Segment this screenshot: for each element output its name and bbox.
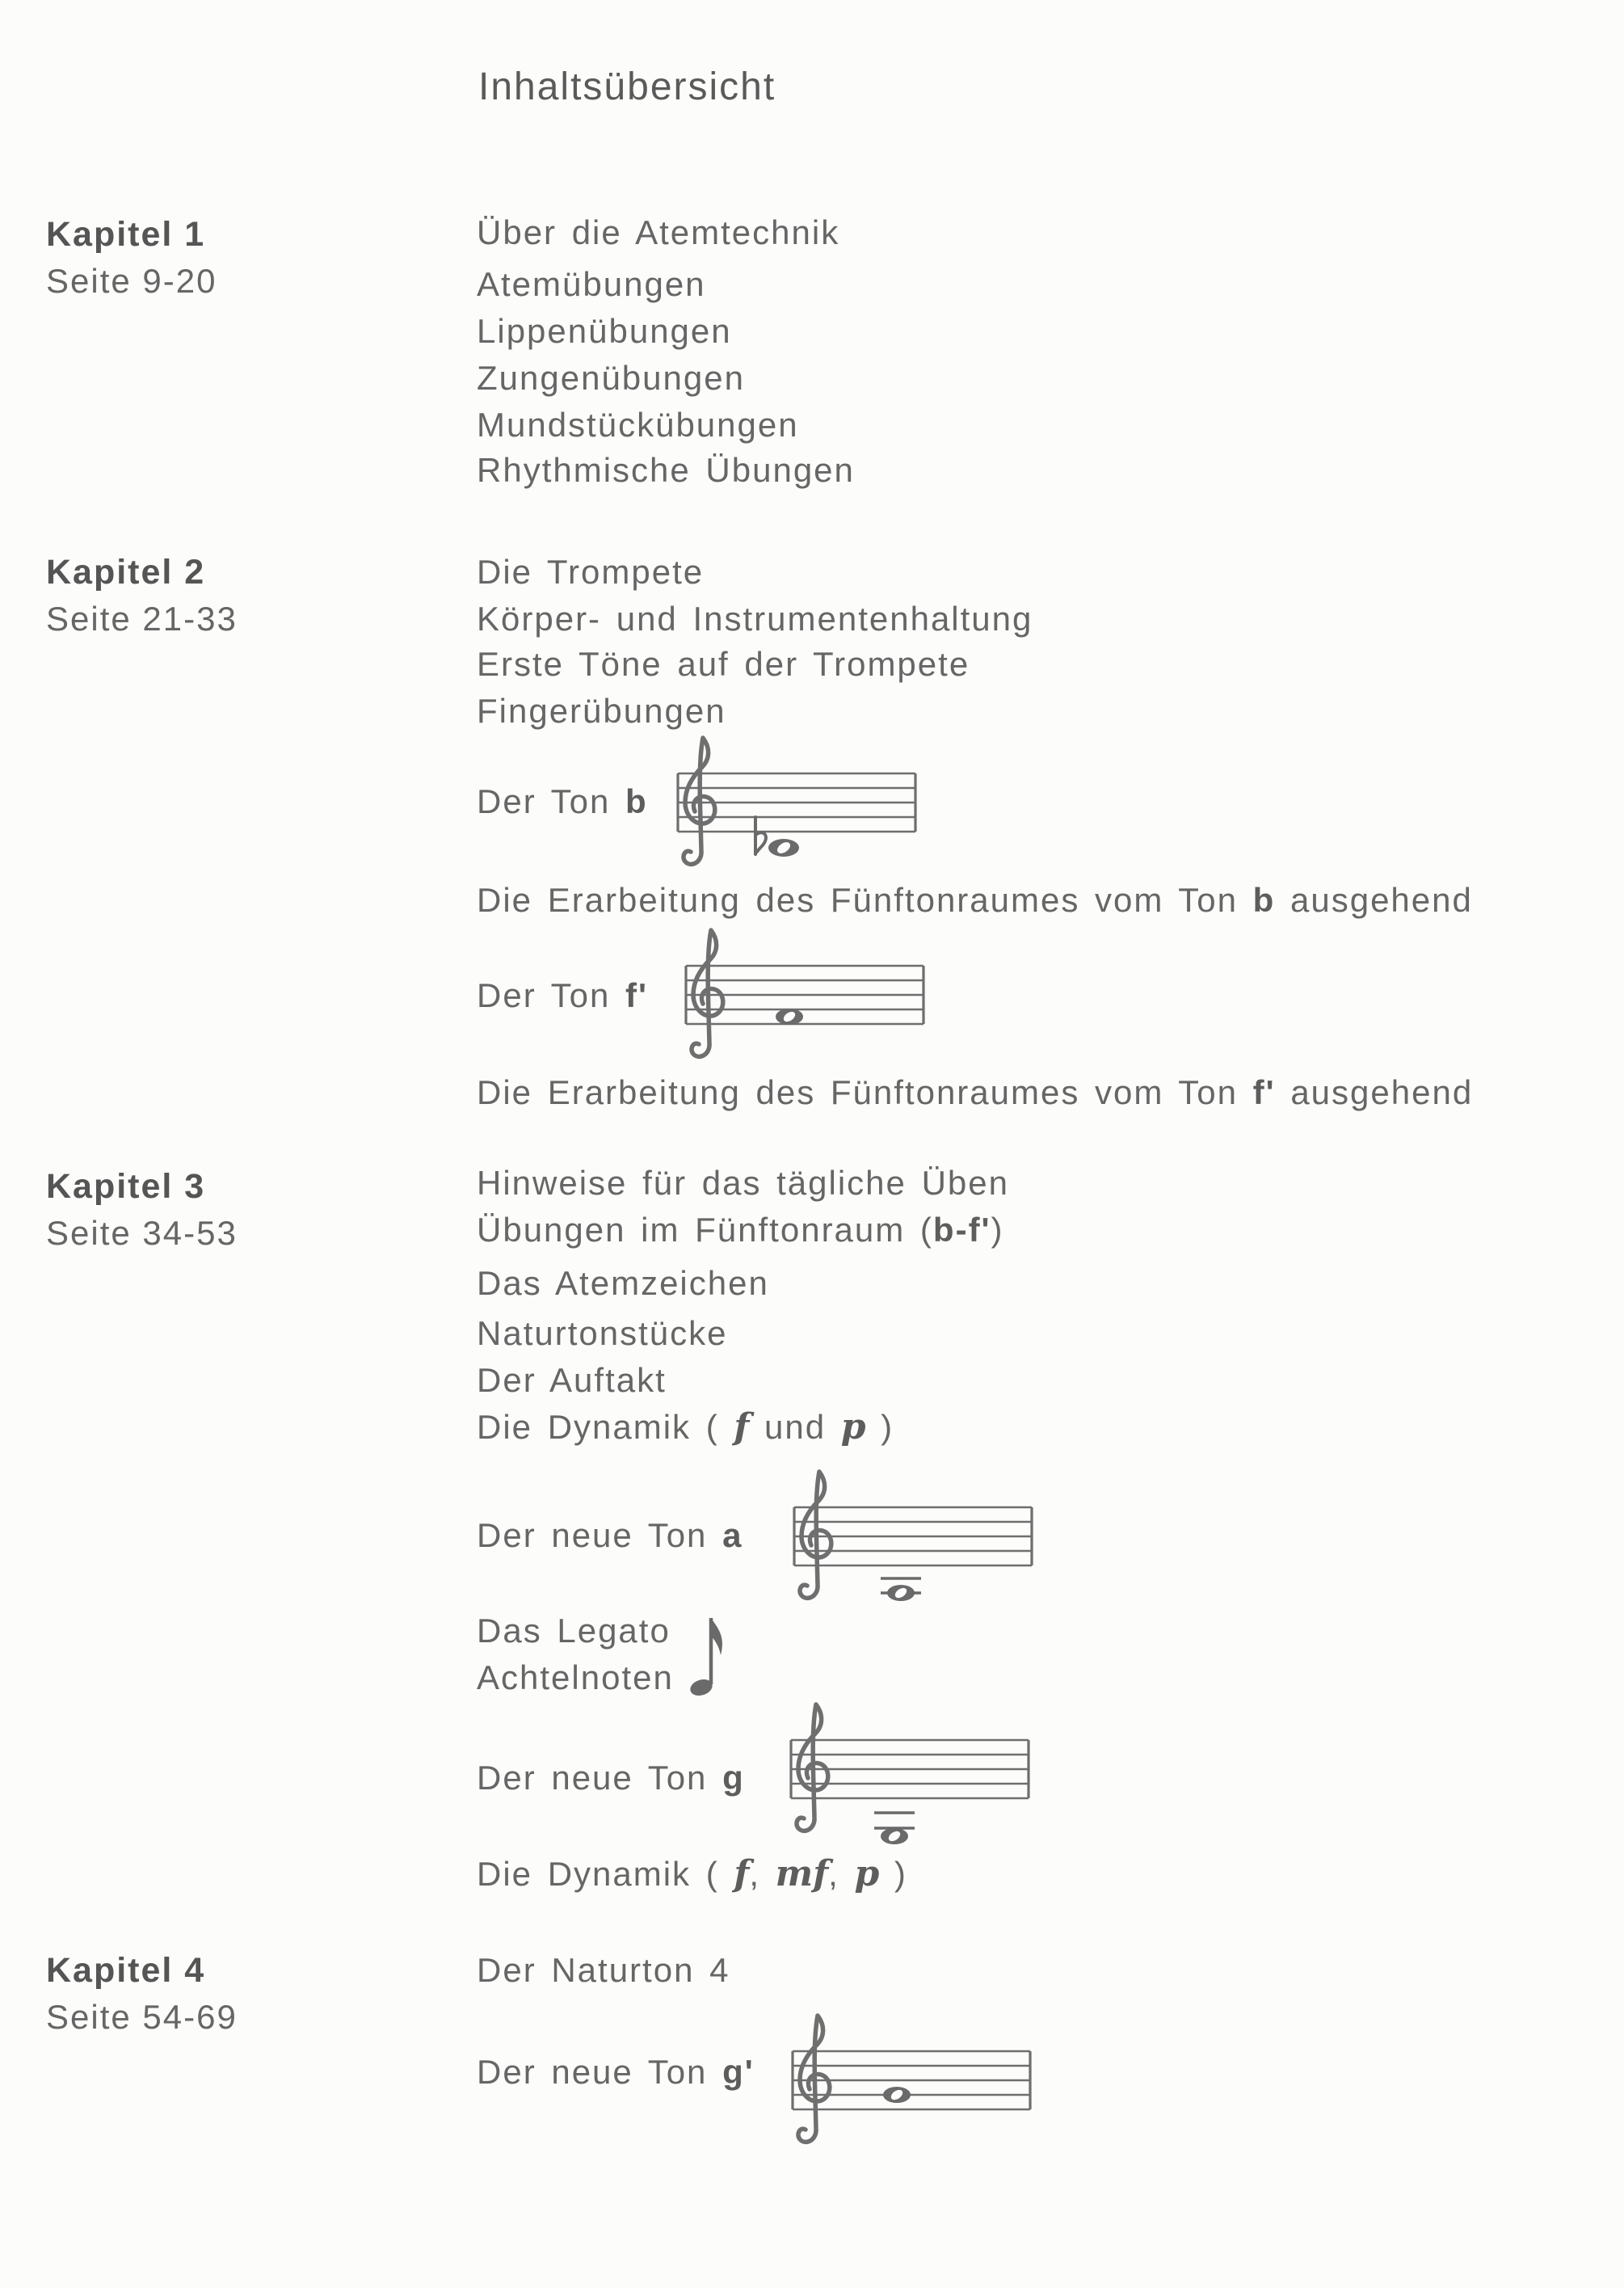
label-text: Der neue Ton [477, 2053, 723, 2091]
flat-sign-icon [755, 817, 766, 854]
note-name: b-f' [932, 1211, 991, 1249]
label-text: und [749, 1408, 841, 1446]
label-text: Der Ton [477, 782, 625, 820]
note-name: b [1252, 881, 1276, 919]
toc-entry: Hinweise für das tägliche Üben [477, 1164, 1009, 1202]
label-text: Der neue Ton [477, 1516, 723, 1554]
label-text: Übungen im Fünftonraum ( [477, 1211, 933, 1249]
treble-clef-icon [692, 930, 723, 1056]
label-text: ) [865, 1408, 894, 1446]
toc-entry: Erste Töne auf der Trompete [477, 645, 970, 683]
toc-entry: Die Trompete [477, 553, 705, 591]
treble-clef-icon [684, 738, 715, 864]
chapter-1-pages: Seite 9-20 [46, 262, 217, 300]
toc-entry-dynamik [477, 1853, 907, 1894]
whole-note-icon [883, 2087, 911, 2103]
toc-entry-ton-b [477, 782, 648, 821]
toc-entry-ton-g [477, 1759, 745, 1797]
chapter-2-label: Kapitel 2 [46, 553, 206, 592]
staff-ton-a-image [792, 1459, 1034, 1620]
note-name: g [722, 1759, 745, 1797]
treble-clef-icon [797, 1704, 828, 1831]
toc-entry-fuenftonraum [477, 1211, 1004, 1249]
toc-entry: Mundstückübungen [477, 406, 799, 444]
whole-note-icon [881, 1828, 908, 1844]
label-text: Der Ton [477, 976, 625, 1014]
toc-entry: Das Atemzeichen [477, 1264, 769, 1302]
toc-entry: Zungenübungen [477, 359, 745, 397]
toc-entry: Über die Atemtechnik [477, 213, 840, 251]
label-text: Die Dynamik ( [477, 1855, 734, 1893]
toc-entry: Der Auftakt [477, 1361, 667, 1399]
eighth-note-icon [688, 1610, 745, 1700]
piano-symbol: p [840, 1406, 866, 1447]
treble-clef-icon [800, 1472, 831, 1598]
label-text: Der neue Ton [477, 1759, 723, 1797]
staff-ton-b-image [675, 725, 918, 887]
whole-note-icon [768, 839, 799, 857]
whole-note-icon [776, 1009, 803, 1025]
label-text: ) [879, 1855, 907, 1893]
note-name: f' [625, 976, 648, 1014]
chapter-4-pages: Seite 54-69 [46, 1998, 238, 2036]
label-text: , [749, 1855, 776, 1893]
label-text: Die Dynamik ( [477, 1408, 734, 1446]
staff-ton-g-image [789, 1692, 1031, 1853]
staff-ton-f-image [684, 917, 926, 1079]
chapter-4-label: Kapitel 4 [46, 1951, 206, 1990]
chapter-1-label: Kapitel 1 [46, 215, 206, 254]
chapter-3-label: Kapitel 3 [46, 1167, 206, 1206]
label-text: , [828, 1855, 855, 1893]
chapter-2-pages: Seite 21-33 [46, 600, 238, 638]
mezzoforte-symbol: mf [775, 1853, 829, 1894]
treble-clef-icon [798, 2016, 830, 2142]
toc-entry: Fingerübungen [477, 692, 726, 730]
forte-symbol: f [734, 1406, 750, 1447]
note-name: b [625, 782, 648, 820]
toc-entry: Achtelnoten [477, 1658, 674, 1696]
forte-symbol: f [734, 1853, 750, 1894]
label-text: Die Erarbeitung des Fünftonraumes vom Ton [477, 1073, 1253, 1111]
toc-entry-ton-f [477, 976, 648, 1015]
toc-entry-erarbeitung-b [477, 881, 1473, 920]
note-name: g' [722, 2053, 755, 2091]
toc-entry: Lippenübungen [477, 312, 732, 350]
note-name: f' [1252, 1073, 1276, 1111]
label-text: ausgehend [1275, 881, 1473, 919]
toc-entry: Atemübungen [477, 265, 706, 303]
toc-entry-dynamik [477, 1406, 894, 1447]
toc-entry: Rhythmische Übungen [477, 451, 855, 489]
toc-entry: Körper- und Instrumentenhaltung [477, 600, 1033, 638]
page-title: Inhaltsübersicht [478, 65, 776, 108]
piano-symbol: p [854, 1853, 880, 1894]
toc-entry: Der Naturton 4 [477, 1951, 730, 1989]
toc-entry: Das Legato [477, 1612, 671, 1650]
toc-entry-ton-g2 [477, 2053, 755, 2092]
chapter-3-pages: Seite 34-53 [46, 1214, 238, 1252]
label-text: ausgehend [1275, 1073, 1474, 1111]
staff-ton-g-prime-image [790, 2003, 1033, 2164]
toc-entry-erarbeitung-f [477, 1073, 1473, 1112]
note-name: a [722, 1516, 743, 1554]
toc-entry: Naturtonstücke [477, 1314, 728, 1352]
whole-note-icon [887, 1585, 915, 1601]
toc-entry-ton-a [477, 1516, 743, 1555]
label-text: ) [991, 1211, 1004, 1249]
label-text: Die Erarbeitung des Fünftonraumes vom Ton [477, 881, 1253, 919]
